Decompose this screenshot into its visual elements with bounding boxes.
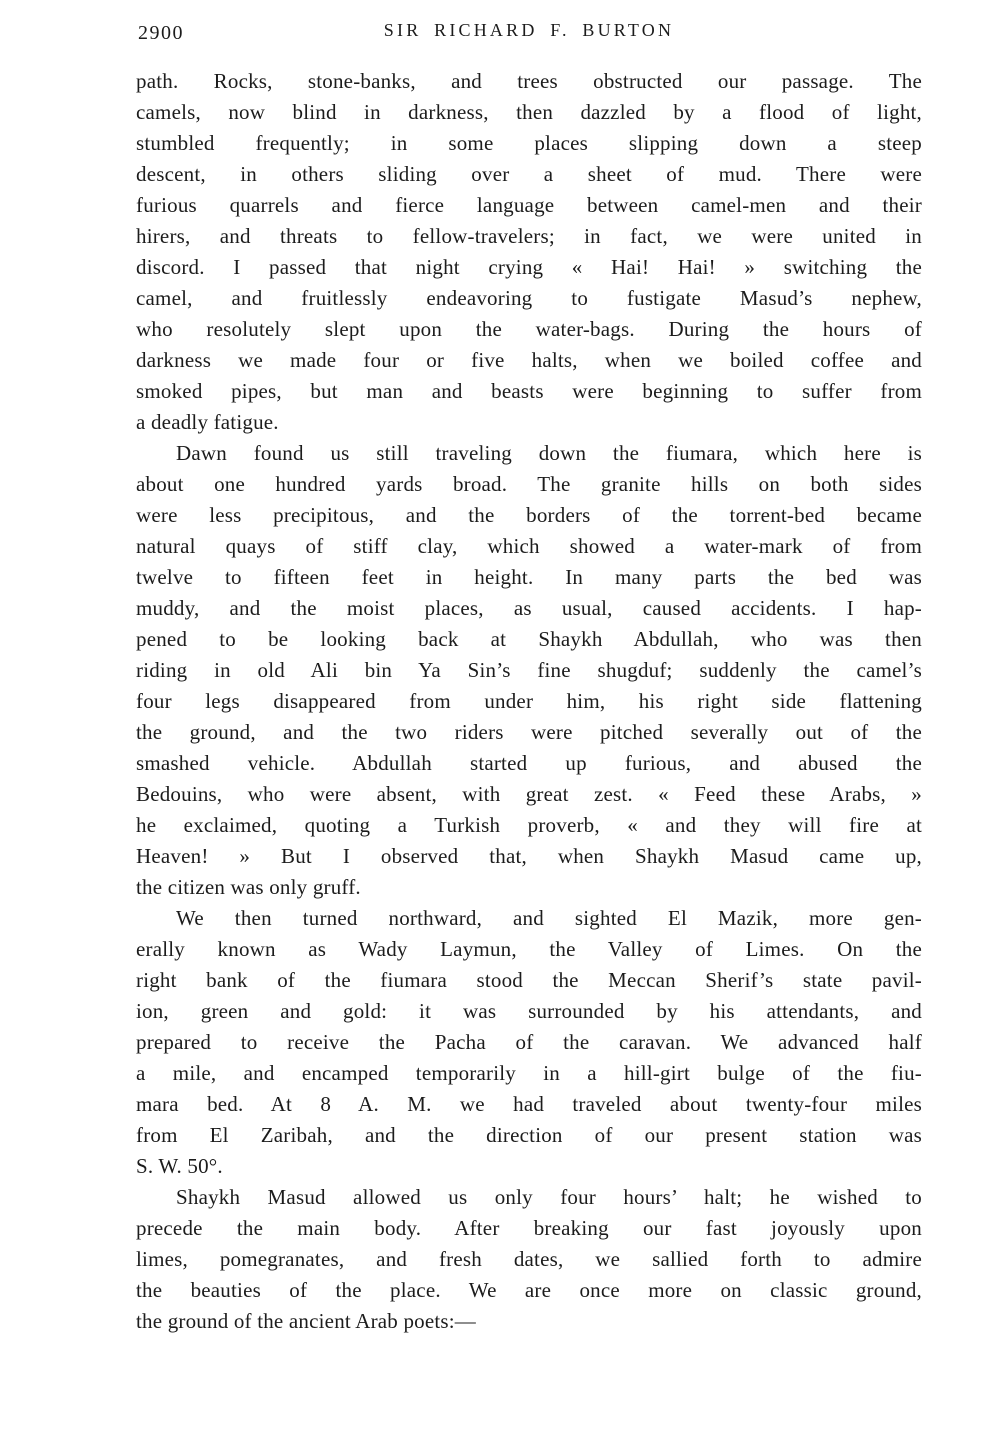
text-line: twelve to fifteen feet in height. In many parts the bed was (136, 565, 922, 589)
text-line: hirers, and threats to fellow-travelers; in fact, we were united in (136, 224, 922, 248)
text-line: We then turned northward, and sighted El Mazik, more gen- (176, 906, 922, 930)
paragraph (136, 1182, 922, 1337)
text-line: furious quarrels and fierce language between camel-men and their (136, 193, 922, 217)
text-line: S. W. 50°. (136, 1154, 223, 1178)
text-line: Shaykh Masud allowed us only four hours’ halt; he wished to (176, 1185, 922, 1209)
text-line: four legs disappeared from under him, his right side flattening (136, 689, 922, 713)
text-line: ion, green and gold: it was surrounded by his attendants, and (136, 999, 922, 1023)
text-line: from El Zaribah, and the direction of our present station was (136, 1123, 922, 1147)
text-line: pened to be looking back at Shaykh Abdullah, who was then (136, 627, 922, 651)
text-line: camels, now blind in darkness, then dazzled by a flood of light, (136, 100, 922, 124)
text-line: a deadly fatigue. (136, 410, 279, 434)
text-line: path. Rocks, stone-banks, and trees obstructed our passage. The (136, 69, 922, 93)
text-line: limes, pomegranates, and fresh dates, we sallied forth to admire (136, 1247, 922, 1271)
text-line: natural quays of stiff clay, which showed a water-mark of from (136, 534, 922, 558)
page-number: 2900 (138, 22, 184, 44)
text-line: darkness we made four or five halts, when we boiled coffee and (136, 348, 922, 372)
text-line: Heaven! » But I observed that, when Shaykh Masud came up, (136, 844, 922, 868)
text-line: about one hundred yards broad. The granite hills on both sides (136, 472, 922, 496)
text-line: descent, in others sliding over a sheet of mud. There were (136, 162, 922, 186)
text-line: he exclaimed, quoting a Turkish proverb, « and they will fire at (136, 813, 922, 837)
text-line: erally known as Wady Laymun, the Valley of Limes. On the (136, 937, 922, 961)
text-line: the beauties of the place. We are once more on classic ground, (136, 1278, 922, 1302)
page-body (136, 66, 922, 1337)
paragraph (136, 438, 922, 903)
text-line: discord. I passed that night crying « Hai! Hai! » switching the (136, 255, 922, 279)
text-line: camel, and fruitlessly endeavoring to fustigate Masud’s nephew, (136, 286, 922, 310)
text-line: prepared to receive the Pacha of the caravan. We advanced half (136, 1030, 922, 1054)
text-line: who resolutely slept upon the water-bags. During the hours of (136, 317, 922, 341)
text-line: a mile, and encamped temporarily in a hill-girt bulge of the fiu- (136, 1061, 922, 1085)
running-title: SIR RICHARD F. BURTON (383, 20, 675, 40)
paragraph (136, 66, 922, 438)
text-line: riding in old Ali bin Ya Sin’s fine shugduf; suddenly the camel’s (136, 658, 922, 682)
text-line: smoked pipes, but man and beasts were beginning to suffer from (136, 379, 922, 403)
text-line: stumbled frequently; in some places slipping down a steep (136, 131, 922, 155)
text-line: Bedouins, who were absent, with great zest. « Feed these Arabs, » (136, 782, 922, 806)
page-header (136, 18, 922, 46)
text-line: smashed vehicle. Abdullah started up furious, and abused the (136, 751, 922, 775)
text-line: the ground, and the two riders were pitched severally out of the (136, 720, 922, 744)
paragraph (136, 903, 922, 1182)
text-line: the citizen was only gruff. (136, 875, 361, 899)
text-line: Dawn found us still traveling down the fiumara, which here is (176, 441, 922, 465)
text-line: the ground of the ancient Arab poets:— (136, 1309, 477, 1333)
text-line: mara bed. At 8 A. M. we had traveled about twenty-four miles (136, 1092, 922, 1116)
text-line: right bank of the fiumara stood the Meccan Sherif’s state pavil- (136, 968, 922, 992)
text-line: muddy, and the moist places, as usual, caused accidents. I hap- (136, 596, 922, 620)
text-line: precede the main body. After breaking our fast joyously upon (136, 1216, 922, 1240)
text-line: were less precipitous, and the borders of the torrent-bed became (136, 503, 922, 527)
